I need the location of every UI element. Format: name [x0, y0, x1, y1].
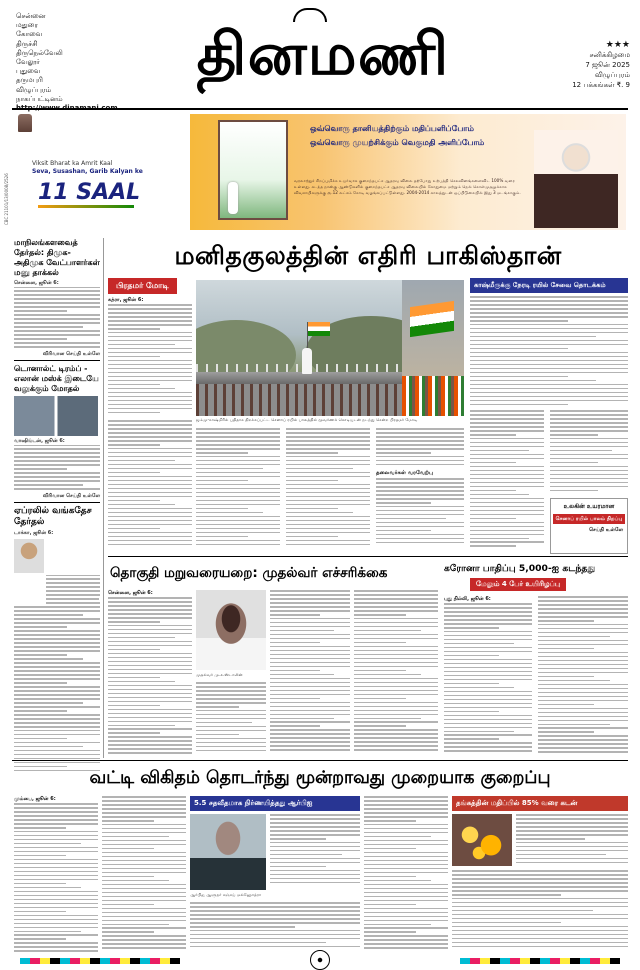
story3-headline[interactable]: கரோனா பாதிப்பு 5,000-ஐ கடந்தது [444, 563, 596, 574]
registration-mark [310, 950, 330, 970]
story4-headline[interactable]: வட்டி விகிதம் தொடர்ந்து மூன்றாவது முறையாக குறைப்பு [89, 768, 551, 788]
ad-body: வரலாற்றுச் சிறப்புமிக்க உயர்வாக குறைந்தபட்ச ஆதரவு விலை தற்போது உற்பத்தி செலவினங்களைவிட 100% வரை உள்ளது. கடந்த நான்கு ஆண்டுகளில் குறைந்தபட்ச ஆதரவு விலையில் கோதுமை மற்றும் நெல் கொள்முதலுக்காக விவசாயிகளுக்கு ரூ.12 லட்சம் கோடி வழங்கப்பட்டுள்ளது. 2004-2014 காலத்துடன் ஒப்பிடுகையில் இது 3 மடங்காகும். [294, 178, 521, 195]
side-story-text-3 [550, 410, 628, 496]
lead-subhead: தலைவர்கள் வரவேற்பு [376, 470, 433, 476]
stalin-photo-caption: முதல்வர் மு.க.ஸ்டாலின் [196, 672, 243, 677]
ad-farmer-figure [228, 182, 238, 214]
side-story-text [470, 296, 628, 406]
masthead-title: தினமணி [196, 20, 450, 88]
bridge-info-box[interactable] [550, 498, 628, 554]
left-headline-1[interactable]: மாநிலங்களவைத் தேர்தல்: திமுக-அதிமுக வேட்பாளர்கள் மனு தாக்கல் [14, 238, 100, 277]
city: புதுவை [16, 67, 41, 76]
story4-text-4 [190, 902, 360, 952]
dateline: வாஷிங்டன், ஜூன் 6: [14, 438, 65, 444]
city: சென்னை [16, 12, 46, 20]
emblem-icon [18, 114, 32, 132]
left-headline-3[interactable]: ஏப்ரலில் வங்கதேச தேர்தல் [14, 506, 92, 527]
photo-flag [410, 301, 454, 337]
photo-person [302, 348, 312, 374]
story3-dateline: புது தில்லி, ஜூன் 6: [444, 596, 491, 602]
read-more[interactable]: விரிவான செய்தி உள்ளே [42, 492, 100, 499]
city: வேலூர் [16, 58, 40, 67]
read-more[interactable]: விரிவான செய்தி உள்ளே [42, 350, 100, 357]
lead-text-middle [196, 428, 280, 548]
story3-sub: மேலும் 4 பேர் உயிரிழப்பு [470, 578, 566, 591]
government-ad [14, 112, 628, 230]
day: சனிக்கிழமை [589, 51, 630, 59]
lead-dateline: கத்ரா, ஜூன் 6: [108, 297, 144, 303]
lead-badge: பிரதமர் மோடி [108, 278, 177, 294]
lead-text-middle-3 [376, 428, 464, 468]
section-rule [108, 556, 628, 557]
dateline: டாக்கா, ஜூன் 6: [14, 530, 54, 536]
story2-text-4 [354, 590, 438, 756]
tricolour-crowd-photo [402, 280, 464, 416]
story5-text-2 [452, 870, 628, 952]
story4-dateline: மும்பை, ஜூன் 6: [14, 796, 56, 802]
story2-dateline: சென்னை, ஜூன் 6: [108, 590, 153, 596]
story2-text [108, 597, 192, 757]
lead-text-middle-4 [376, 478, 464, 548]
print-colour-bar [460, 958, 620, 964]
bridge-box-title: உலகின் உயரமான [563, 503, 615, 510]
pm-photo [534, 130, 618, 228]
story3-text [444, 603, 532, 755]
edition-info [548, 40, 630, 90]
lead-text-lower [108, 420, 192, 548]
story3-text-2 [538, 596, 628, 756]
city: திருநெல்வேலி [16, 48, 63, 57]
left-column [14, 238, 100, 758]
yunus-photo [14, 539, 44, 573]
ad-logo: 11 SAAL [38, 180, 141, 205]
story2-text-2 [196, 682, 266, 756]
city: தருமபுரி [16, 76, 43, 85]
story4-text-3 [270, 814, 360, 888]
ad-headline-2: ஒவ்வொரு முயற்சிக்கும் வெகுமதி அளிப்போம் [310, 138, 485, 147]
story4-text [14, 803, 98, 953]
article-text [14, 445, 100, 493]
story5-text [516, 814, 628, 866]
kashmir-rail-badge[interactable]: காஷ்மீருக்கு நேரடி ரயில் சேவை தொடக்கம் [470, 278, 628, 293]
chenab-bridge-photo [196, 280, 402, 416]
masthead [0, 0, 640, 104]
rbi-photo-caption: ஆர்பிஐ ஆளுநர் சஞ்சய் மல்ஹோத்ரா [190, 892, 262, 897]
city: கோவை [16, 30, 43, 39]
gold-loan-badge[interactable]: தங்கத்தின் மதிப்பில் 85% வரை கடன் [452, 796, 628, 811]
city: விழுப்புரம் [16, 85, 52, 94]
print-colour-bar [20, 958, 180, 964]
bridge-box-sub: செனாப் ரயில் பாலம் திறப்பு [553, 514, 625, 524]
ad-tagline [32, 160, 172, 176]
city: நாகப்பட்டினம் [16, 94, 63, 103]
side-story-text-2 [470, 410, 544, 550]
photo-crowd [402, 376, 464, 416]
story2-text-3 [270, 590, 350, 756]
photo-track [196, 384, 402, 416]
ad-tagline-1: Viksit Bharat ka Amrit Kaal [32, 160, 113, 167]
photo-railing [196, 364, 402, 372]
edition-name: விழுப்புரம் [594, 71, 630, 79]
left-headline-2[interactable]: டொனால்ட் டிரம்ப் - எலான் மஸ்க் இடையே வலுக்கும் மோதல் [14, 364, 99, 393]
lead-text-left [108, 304, 192, 416]
photo-flag [308, 322, 330, 336]
story4-badge: 5.5 சதவீதமாக நிர்ணயித்தது ஆர்பிஐ [190, 796, 360, 811]
gold-jewellery-photo [452, 814, 512, 866]
rbi-governor-photo [190, 814, 266, 890]
story4-text-2 [102, 796, 186, 952]
ad-code: CBC 21101/13/0008/2526 [4, 173, 9, 225]
stars: ★★★ [605, 40, 630, 50]
column-rule [103, 238, 104, 758]
article-text [14, 287, 100, 351]
section-rule [12, 760, 628, 761]
story4-text-5 [364, 796, 448, 952]
bridge-box-more: செய்தி உள்ளே [589, 527, 623, 533]
ad-headline-1: ஒவ்வொரு தானியத்திற்கும் மதிப்பளிப்போம் [310, 124, 474, 133]
story2-headline[interactable]: தொகுதி மறுவரையறை: முதல்வர் எச்சரிக்கை [110, 565, 388, 581]
ad-tagline-2: Seva, Susashan, Garib Kalyan ke [32, 168, 143, 175]
edition-cities [16, 12, 96, 113]
city: திருச்சி [16, 39, 38, 48]
dateline: சென்னை, ஜூன் 6: [14, 280, 59, 286]
lead-headline[interactable]: மனிதகுலத்தின் எதிரி பாகிஸ்தான் [174, 241, 562, 270]
lead-photo-caption: ஜம்மு-காஷ்மீரில் புதிதாக திறக்கப்பட்ட செனாப் ரயில் பாலத்தில் மூவர்ணக் கொடியுடன் நடந்து சென்ற பிரதமர் மோடி [196, 417, 418, 422]
city: மதுரை [16, 21, 38, 30]
date: 7 ஜூன் 2025 [585, 61, 630, 69]
stalin-photo [196, 590, 266, 670]
ad-logo-swoosh [38, 205, 134, 208]
lead-text-middle-2 [286, 428, 370, 548]
masthead-rule [12, 108, 628, 110]
page-count-price: 12 பக்கங்கள் ₹. 9 [572, 81, 630, 89]
article-text [14, 575, 100, 775]
trump-musk-photo [14, 396, 98, 436]
